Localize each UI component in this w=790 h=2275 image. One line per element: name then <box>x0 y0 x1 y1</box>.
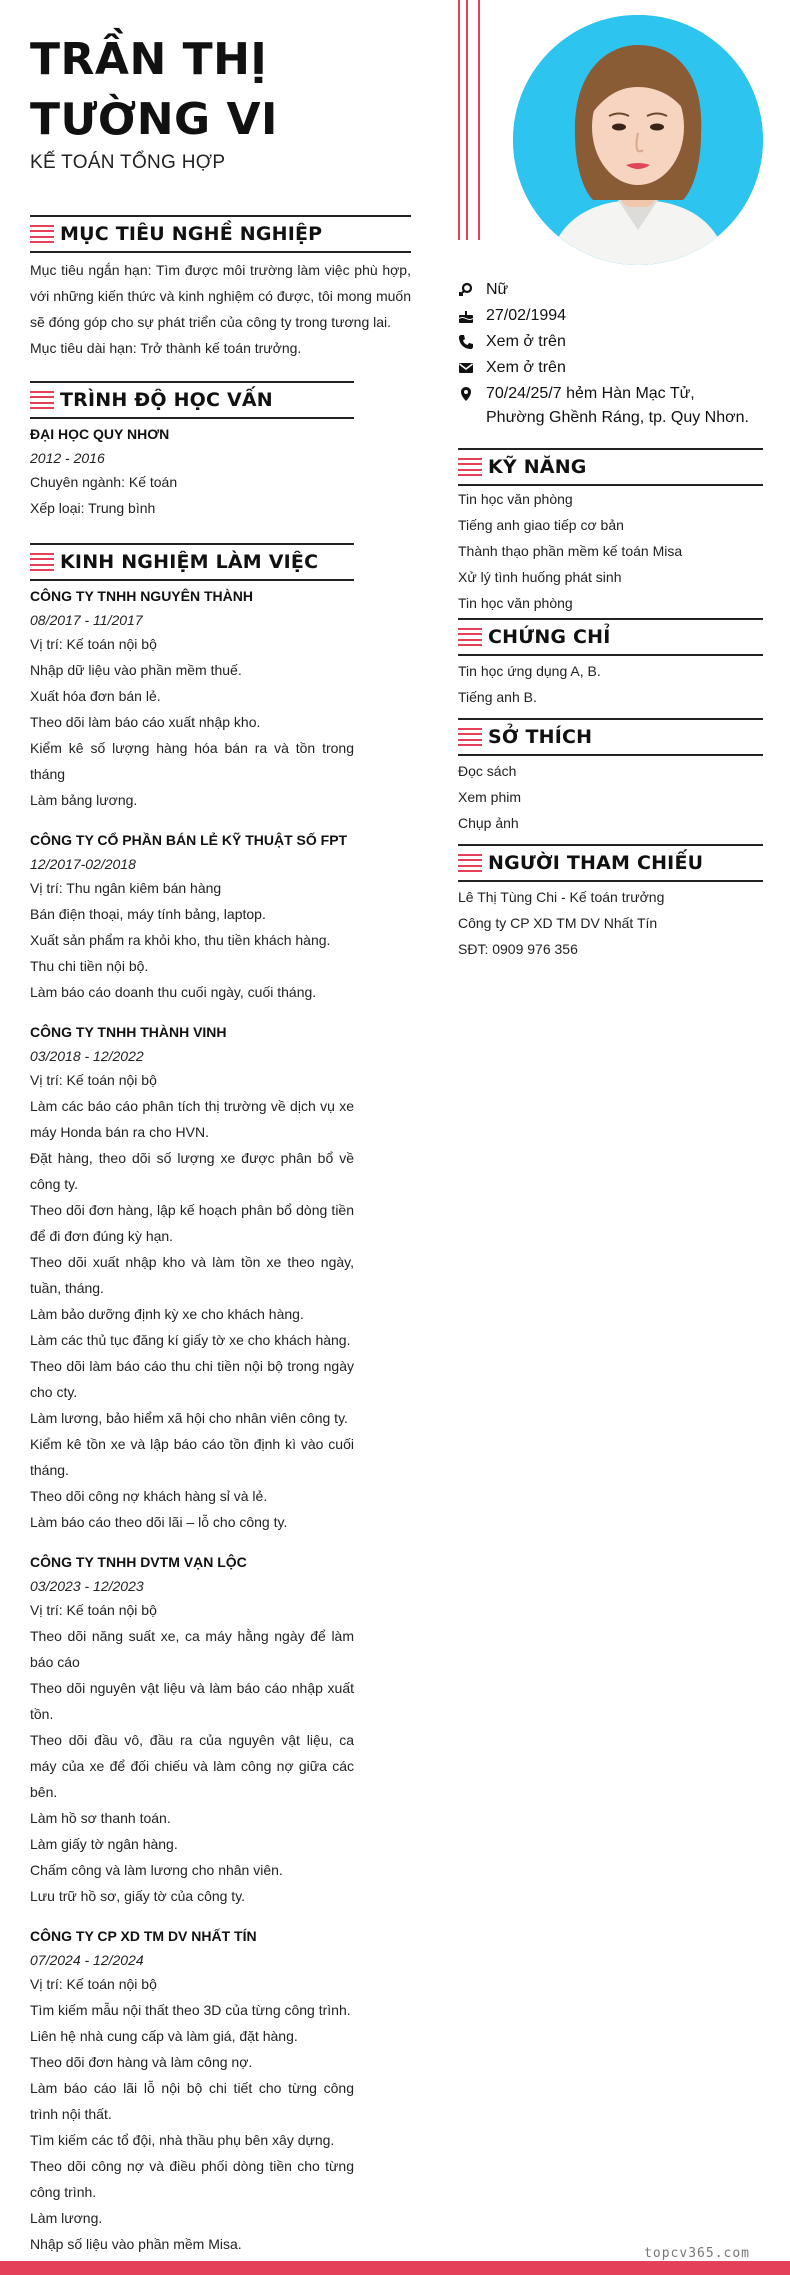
list-item: Xử lý tình huống phát sinh <box>458 569 622 585</box>
job-duty: Xuất hóa đơn bán lẻ. <box>30 688 161 704</box>
job-duty: Nhập dữ liệu vào phần mềm thuế. <box>30 662 242 678</box>
contact-address <box>458 382 763 430</box>
contact-address-value: 70/24/25/7 hẻm Hàn Mạc Tử, Phường Ghềnh Ráng, tp. Quy Nhơn. <box>486 385 749 426</box>
name-line-2: TƯỜNG VI <box>30 94 278 145</box>
job-duty: Vị trí: Kế toán nội bộ <box>30 1072 157 1088</box>
experience-entry <box>30 1549 354 1909</box>
company-name: CÔNG TY CỔ PHẦN BÁN LẺ KỸ THUẬT SỐ FPT <box>30 832 348 848</box>
watermark: topcv365.com <box>644 2246 750 2261</box>
experience-entry <box>30 1019 354 1535</box>
contact-email <box>458 356 763 380</box>
portrait-illustration <box>513 15 763 265</box>
job-duty: Bán điện thoại, máy tính bảng, laptop. <box>30 906 266 922</box>
job-duty: Vị trí: Thu ngân kiêm bán hàng <box>30 880 222 896</box>
experience-entry <box>30 583 354 813</box>
map-pin-icon <box>458 382 486 402</box>
menu-lines-icon <box>458 854 482 872</box>
job-duty: Theo dõi đơn hàng và làm công nợ. <box>30 2054 253 2070</box>
list-item: Tin học văn phòng <box>458 595 573 611</box>
experience-entry <box>30 827 354 1005</box>
job-period: 03/2023 - 12/2023 <box>30 1578 144 1594</box>
certificates-list <box>458 658 763 710</box>
job-title: KẾ TOÁN TỔNG HỢP <box>30 152 226 173</box>
decor-line <box>458 0 460 240</box>
experience-list <box>30 583 354 2257</box>
job-period: 08/2017 - 11/2017 <box>30 612 143 628</box>
job-duty: Làm bảng lương. <box>30 792 138 808</box>
list-item: Tiếng anh giao tiếp cơ bản <box>458 517 624 533</box>
envelope-icon <box>458 356 486 376</box>
job-duty: Kiểm kê tồn xe và lập báo cáo tồn định kì vào cuối tháng. <box>30 1436 354 1478</box>
list-item: Tin học văn phòng <box>458 491 573 507</box>
job-duty: Theo dõi đầu vô, đầu ra của nguyên vật liệu, ca máy của xe để đối chiếu và làm công nợ giữa các bên. <box>30 1732 354 1800</box>
section-heading-references <box>458 844 763 882</box>
contact-gender <box>458 278 763 302</box>
job-duty: Làm lương. <box>30 2210 103 2226</box>
job-duty: Theo dõi làm báo cáo xuất nhập kho. <box>30 714 261 730</box>
contact-birthday <box>458 304 763 328</box>
experience-entry <box>30 1923 354 2257</box>
job-duty: Nhập số liệu vào phần mềm Misa. <box>30 2236 242 2252</box>
job-duty: Theo dõi làm báo cáo thu chi tiền nội bộ trong ngày cho cty. <box>30 1358 354 1400</box>
section-title: KỸ NĂNG <box>488 456 587 478</box>
objective-short-term: Mục tiêu ngắn hạn: Tìm được môi trường làm việc phù hợp, với những kiến thức và kinh nghiệm có được, tôi mong muốn sẽ đóng góp cho sự phát triển của công ty trong tương lai. <box>30 262 411 330</box>
job-period: 12/2017-02/2018 <box>30 856 136 872</box>
menu-lines-icon <box>30 391 54 409</box>
job-duty: Vị trí: Kế toán nội bộ <box>30 1976 157 1992</box>
section-title: KINH NGHIỆM LÀM VIỆC <box>60 551 319 573</box>
job-duty: Kiểm kê số lượng hàng hóa bán ra và tồn trong tháng <box>30 740 354 782</box>
menu-lines-icon <box>458 458 482 476</box>
list-item: Công ty CP XD TM DV Nhất Tín <box>458 915 658 931</box>
job-period: 03/2018 - 12/2022 <box>30 1048 144 1064</box>
education-major: Chuyên ngành: Kế toán <box>30 474 178 490</box>
skills-list <box>458 486 763 616</box>
decor-line <box>466 0 468 240</box>
menu-lines-icon <box>458 628 482 646</box>
list-item: Thành thạo phần mềm kế toán Misa <box>458 543 683 559</box>
section-title: CHỨNG CHỈ <box>488 626 611 648</box>
company-name: CÔNG TY TNHH THÀNH VINH <box>30 1024 227 1040</box>
section-heading-education <box>30 381 354 419</box>
job-duty: Đặt hàng, theo dõi số lượng xe được phân bổ về công ty. <box>30 1150 354 1192</box>
left-column <box>30 215 411 2271</box>
contact-birthday-value: 27/02/1994 <box>486 307 567 324</box>
job-duty: Làm các báo cáo phân tích thị trường về dịch vụ xe máy Honda bán ra cho HVN. <box>30 1098 354 1140</box>
job-duty: Thu chi tiền nội bộ. <box>30 958 149 974</box>
job-duty: Làm báo cáo lãi lỗ nội bộ chi tiết cho từng công trình nội thất. <box>30 2080 354 2122</box>
section-heading-objective <box>30 215 411 253</box>
list-item: Lê Thị Tùng Chi - Kế toán trưởng <box>458 889 665 905</box>
list-item: Chụp ảnh <box>458 815 519 831</box>
section-heading-certificates <box>458 618 763 656</box>
references-list <box>458 884 763 962</box>
contact-phone <box>458 330 763 354</box>
job-duty: Làm các thủ tục đăng kí giấy tờ xe cho khách hàng. <box>30 1332 351 1348</box>
job-duty: Liên hệ nhà cung cấp và làm giá, đặt hàng. <box>30 2028 298 2044</box>
job-duty: Tìm kiếm mẫu nội thất theo 3D của từng công trình. <box>30 2002 351 2018</box>
education-grade: Xếp loại: Trung bình <box>30 500 156 516</box>
gender-icon <box>458 278 486 298</box>
education-period: 2012 - 2016 <box>30 450 105 466</box>
company-name: CÔNG TY TNHH DVTM VẠN LỘC <box>30 1554 247 1570</box>
education-school: ĐẠI HỌC QUY NHƠN <box>30 426 170 442</box>
objective-long-term: Mục tiêu dài hạn: Trở thành kế toán trưởng. <box>30 340 302 356</box>
birthday-cake-icon <box>458 304 486 324</box>
right-column <box>458 278 763 962</box>
job-duty: Chấm công và làm lương cho nhân viên. <box>30 1862 283 1878</box>
contact-gender-value: Nữ <box>486 281 509 298</box>
job-duty: Theo dõi công nợ khách hàng sỉ và lẻ. <box>30 1488 268 1504</box>
decor-line <box>478 0 480 240</box>
job-duty: Làm bảo dưỡng định kỳ xe cho khách hàng. <box>30 1306 304 1322</box>
job-duty: Xuất sản phẩm ra khỏi kho, thu tiền khách hàng. <box>30 932 331 948</box>
section-title: NGƯỜI THAM CHIẾU <box>488 852 704 874</box>
list-item: Tiếng anh B. <box>458 689 537 705</box>
job-duty: Vị trí: Kế toán nội bộ <box>30 1602 157 1618</box>
job-duty: Theo dõi xuất nhập kho và làm tồn xe theo ngày, tuần, tháng. <box>30 1254 354 1296</box>
company-name: CÔNG TY TNHH NGUYÊN THÀNH <box>30 588 253 604</box>
job-duty: Tìm kiếm các tổ đội, nhà thầu phụ bên xây dựng. <box>30 2132 335 2148</box>
list-item: SĐT: 0909 976 356 <box>458 941 578 957</box>
job-duty: Theo dõi nguyên vật liệu và làm báo cáo nhập xuất tồn. <box>30 1680 354 1722</box>
candidate-name <box>30 30 430 150</box>
menu-lines-icon <box>30 553 54 571</box>
hobbies-list <box>458 758 763 836</box>
section-title: SỞ THÍCH <box>488 726 593 748</box>
company-name: CÔNG TY CP XD TM DV NHẤT TÍN <box>30 1928 257 1944</box>
name-line-1: TRẦN THỊ <box>30 34 268 85</box>
list-item: Đọc sách <box>458 763 517 779</box>
job-duty: Làm lương, bảo hiểm xã hội cho nhân viên công ty. <box>30 1410 348 1426</box>
section-heading-experience <box>30 543 354 581</box>
job-duty: Theo dõi năng suất xe, ca máy hằng ngày để làm báo cáo <box>30 1628 354 1670</box>
menu-lines-icon <box>30 225 54 243</box>
contact-email-value: Xem ở trên <box>486 359 566 376</box>
section-heading-skills <box>458 448 763 486</box>
job-duty: Lưu trữ hồ sơ, giấy tờ của công ty. <box>30 1888 246 1904</box>
footer-bar <box>0 2261 790 2275</box>
job-duty: Làm báo cáo theo dõi lãi – lỗ cho công ty. <box>30 1514 288 1530</box>
menu-lines-icon <box>458 728 482 746</box>
job-duty: Làm báo cáo doanh thu cuối ngày, cuối tháng. <box>30 984 317 1000</box>
job-duty: Vị trí: Kế toán nội bộ <box>30 636 157 652</box>
list-item: Tin học ứng dụng A, B. <box>458 663 601 679</box>
job-duty: Theo dõi đơn hàng, lập kế hoạch phân bổ dòng tiền để đi đơn đúng kỳ hạn. <box>30 1202 354 1244</box>
job-duty: Làm hồ sơ thanh toán. <box>30 1810 171 1826</box>
job-duty: Theo dõi công nợ và điều phối dòng tiền cho từng công trình. <box>30 2158 354 2200</box>
section-title: TRÌNH ĐỘ HỌC VẤN <box>60 389 273 411</box>
job-duty: Làm giấy tờ ngân hàng. <box>30 1836 178 1852</box>
avatar-photo <box>513 15 763 265</box>
list-item: Xem phim <box>458 789 522 805</box>
section-heading-hobbies <box>458 718 763 756</box>
phone-icon <box>458 330 486 350</box>
section-title: MỤC TIÊU NGHỀ NGHIỆP <box>60 223 323 245</box>
contact-phone-value: Xem ở trên <box>486 333 566 350</box>
job-period: 07/2024 - 12/2024 <box>30 1952 144 1968</box>
